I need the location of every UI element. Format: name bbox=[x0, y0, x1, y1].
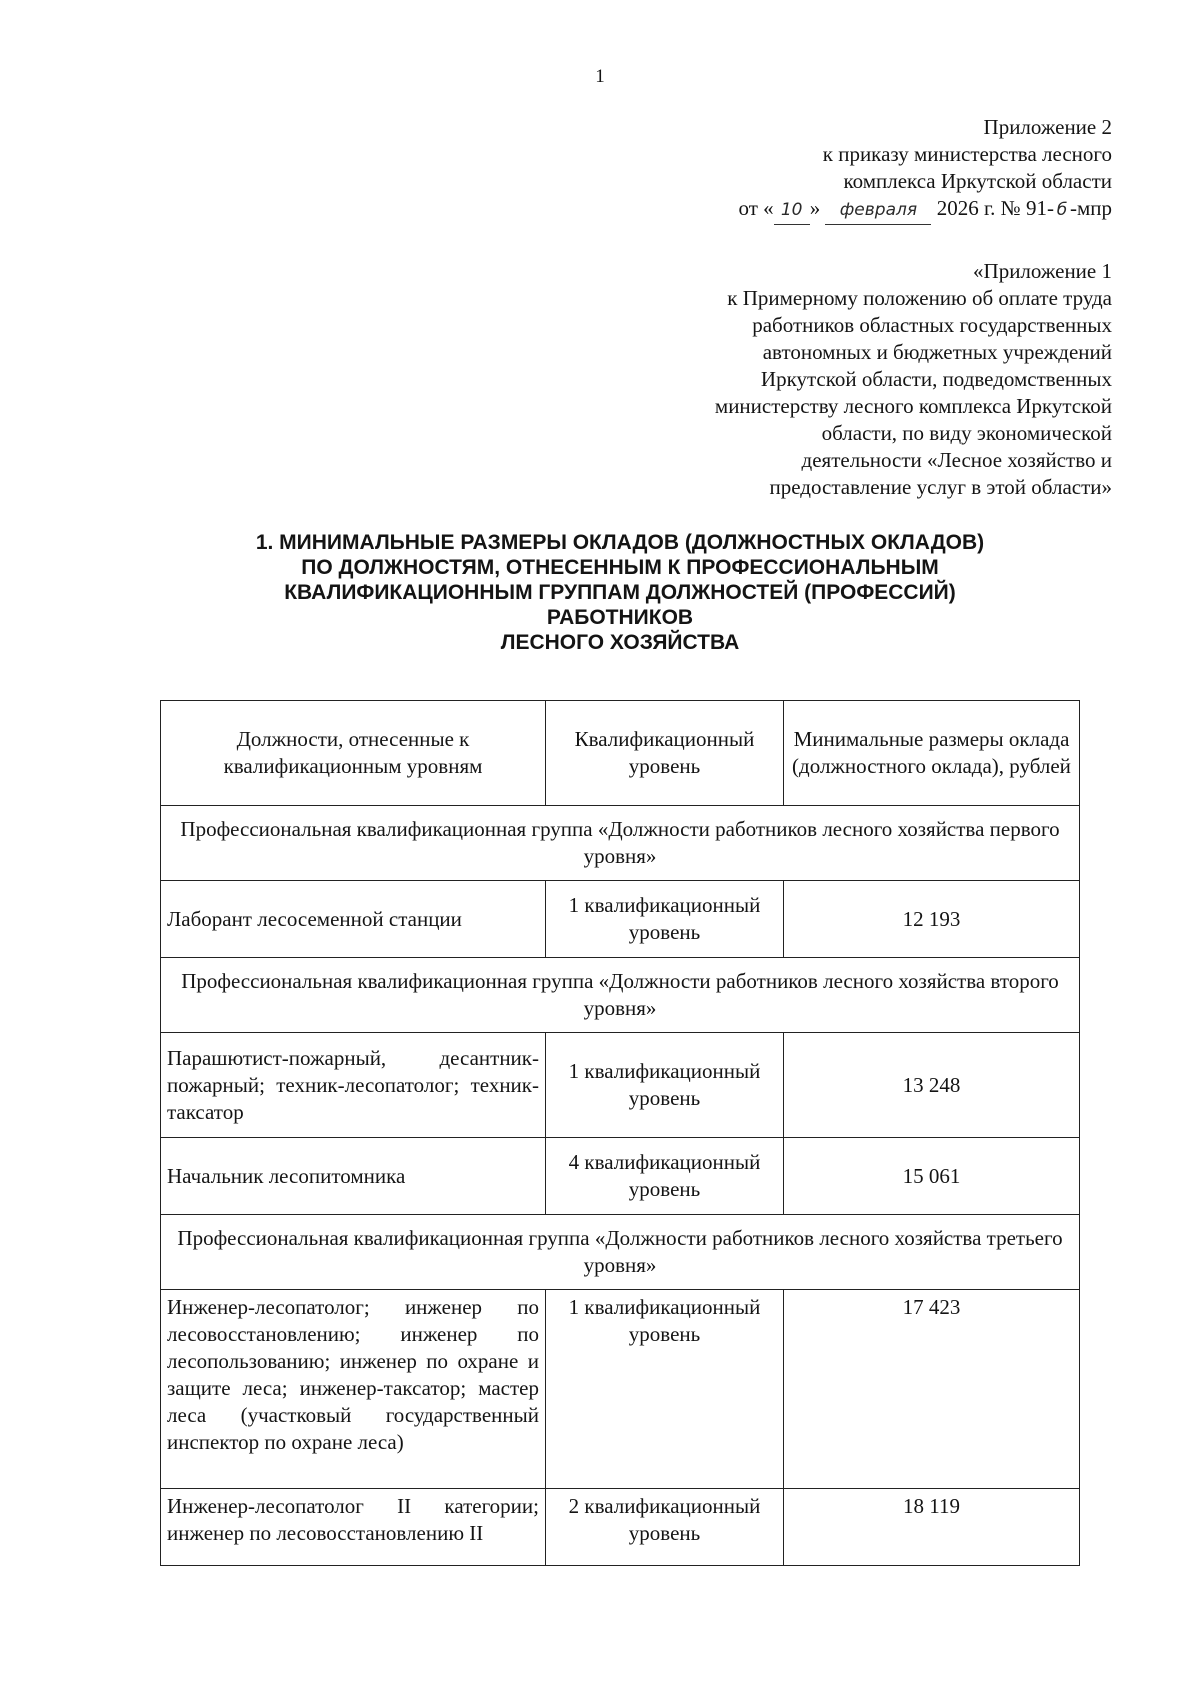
row-position: Инженер-лесопатолог II категории; инженер по лесовосстановлению II bbox=[161, 1489, 546, 1566]
order-mid: » bbox=[809, 196, 821, 220]
inner-appendix-line: к Примерному положению об оплате труда bbox=[727, 286, 1112, 310]
row-salary: 18 119 bbox=[784, 1489, 1080, 1566]
table-header-row bbox=[161, 701, 1080, 806]
order-line bbox=[739, 195, 1112, 225]
group-row bbox=[161, 1215, 1080, 1290]
table-row bbox=[161, 881, 1080, 958]
inner-appendix-line: автономных и бюджетных учреждений bbox=[762, 340, 1112, 364]
order-month-handwritten: февраля bbox=[825, 197, 931, 225]
row-level: 2 квалификационный уровень bbox=[546, 1489, 784, 1566]
order-prefix: от « bbox=[738, 196, 774, 220]
inner-appendix-line: министерству лесного комплекса Иркутской bbox=[714, 394, 1112, 418]
inner-appendix bbox=[715, 258, 1112, 501]
appendix-header bbox=[739, 114, 1112, 225]
row-position: Лаборант лесосеменной станции bbox=[161, 881, 546, 958]
order-day-handwritten: 10 bbox=[774, 197, 810, 225]
group-row bbox=[161, 806, 1080, 881]
group-row bbox=[161, 958, 1080, 1033]
header-salary: Минимальные размеры оклада (должностного оклада), рублей bbox=[784, 701, 1080, 806]
row-level: 1 квалификационный уровень bbox=[546, 881, 784, 958]
group-title: Профессиональная квалификационная группа «Должности работников лесного хозяйства второго уровня» bbox=[161, 958, 1080, 1033]
salary-table bbox=[160, 700, 1080, 1566]
inner-appendix-line: «Приложение 1 bbox=[973, 259, 1112, 283]
table-row bbox=[161, 1138, 1080, 1215]
row-salary: 17 423 bbox=[784, 1290, 1080, 1489]
order-year-number: 2026 г. № 91- bbox=[936, 196, 1054, 220]
row-level: 1 квалификационный уровень bbox=[546, 1290, 784, 1489]
inner-appendix-line: работников областных государственных bbox=[752, 313, 1112, 337]
row-salary: 12 193 bbox=[784, 881, 1080, 958]
header-level: Квалификационный уровень bbox=[546, 701, 784, 806]
appendix-title: Приложение 2 bbox=[983, 115, 1112, 139]
page-number: 1 bbox=[595, 66, 605, 87]
order-suffix-handwritten: б bbox=[1056, 200, 1068, 220]
table-row bbox=[161, 1290, 1080, 1489]
row-position: Парашютист-пожарный, десантник-пожарный; техник-лесопатолог; техник-таксатор bbox=[161, 1033, 546, 1138]
appendix-line: комплекса Иркутской области bbox=[843, 169, 1112, 193]
section-title-line: ЛЕСНОГО ХОЗЯЙСТВА bbox=[500, 631, 740, 654]
inner-appendix-line: деятельности «Лесное хозяйство и bbox=[801, 448, 1112, 472]
row-position: Начальник лесопитомника bbox=[161, 1138, 546, 1215]
table-row bbox=[161, 1489, 1080, 1566]
inner-appendix-line: предоставление услуг в этой области» bbox=[769, 475, 1112, 499]
row-level: 1 квалификационный уровень bbox=[546, 1033, 784, 1138]
row-salary: 13 248 bbox=[784, 1033, 1080, 1138]
inner-appendix-line: Иркутской области, подведомственных bbox=[760, 367, 1112, 391]
row-level: 4 квалификационный уровень bbox=[546, 1138, 784, 1215]
section-title bbox=[170, 530, 1070, 655]
group-title: Профессиональная квалификационная группа «Должности работников лесного хозяйства первого уровня» bbox=[161, 806, 1080, 881]
table-row bbox=[161, 1033, 1080, 1138]
appendix-line: к приказу министерства лесного bbox=[822, 142, 1112, 166]
header-position: Должности, отнесенные к квалификационным уровням bbox=[161, 701, 546, 806]
inner-appendix-line: области, по виду экономической bbox=[821, 421, 1112, 445]
order-end: -мпр bbox=[1069, 196, 1112, 220]
section-title-line: РАБОТНИКОВ bbox=[546, 606, 694, 629]
row-salary: 15 061 bbox=[784, 1138, 1080, 1215]
group-title: Профессиональная квалификационная группа «Должности работников лесного хозяйства третьего уровня» bbox=[161, 1215, 1080, 1290]
section-title-line: 1. МИНИМАЛЬНЫЕ РАЗМЕРЫ ОКЛАДОВ (ДОЛЖНОСТНЫХ ОКЛАДОВ) bbox=[255, 531, 985, 554]
row-position: Инженер-лесопатолог; инженер по лесовосстановлению; инженер по лесопользованию; инженер по охране и защите леса; инженер-таксатор; мастер леса (участковый государственный инспектор по охране леса) bbox=[161, 1290, 546, 1489]
section-title-line: ПО ДОЛЖНОСТЯМ, ОТНЕСЕННЫМ К ПРОФЕССИОНАЛЬНЫМ bbox=[301, 556, 939, 579]
section-title-line: КВАЛИФИКАЦИОННЫМ ГРУППАМ ДОЛЖНОСТЕЙ (ПРОФЕССИЙ) bbox=[284, 581, 956, 604]
